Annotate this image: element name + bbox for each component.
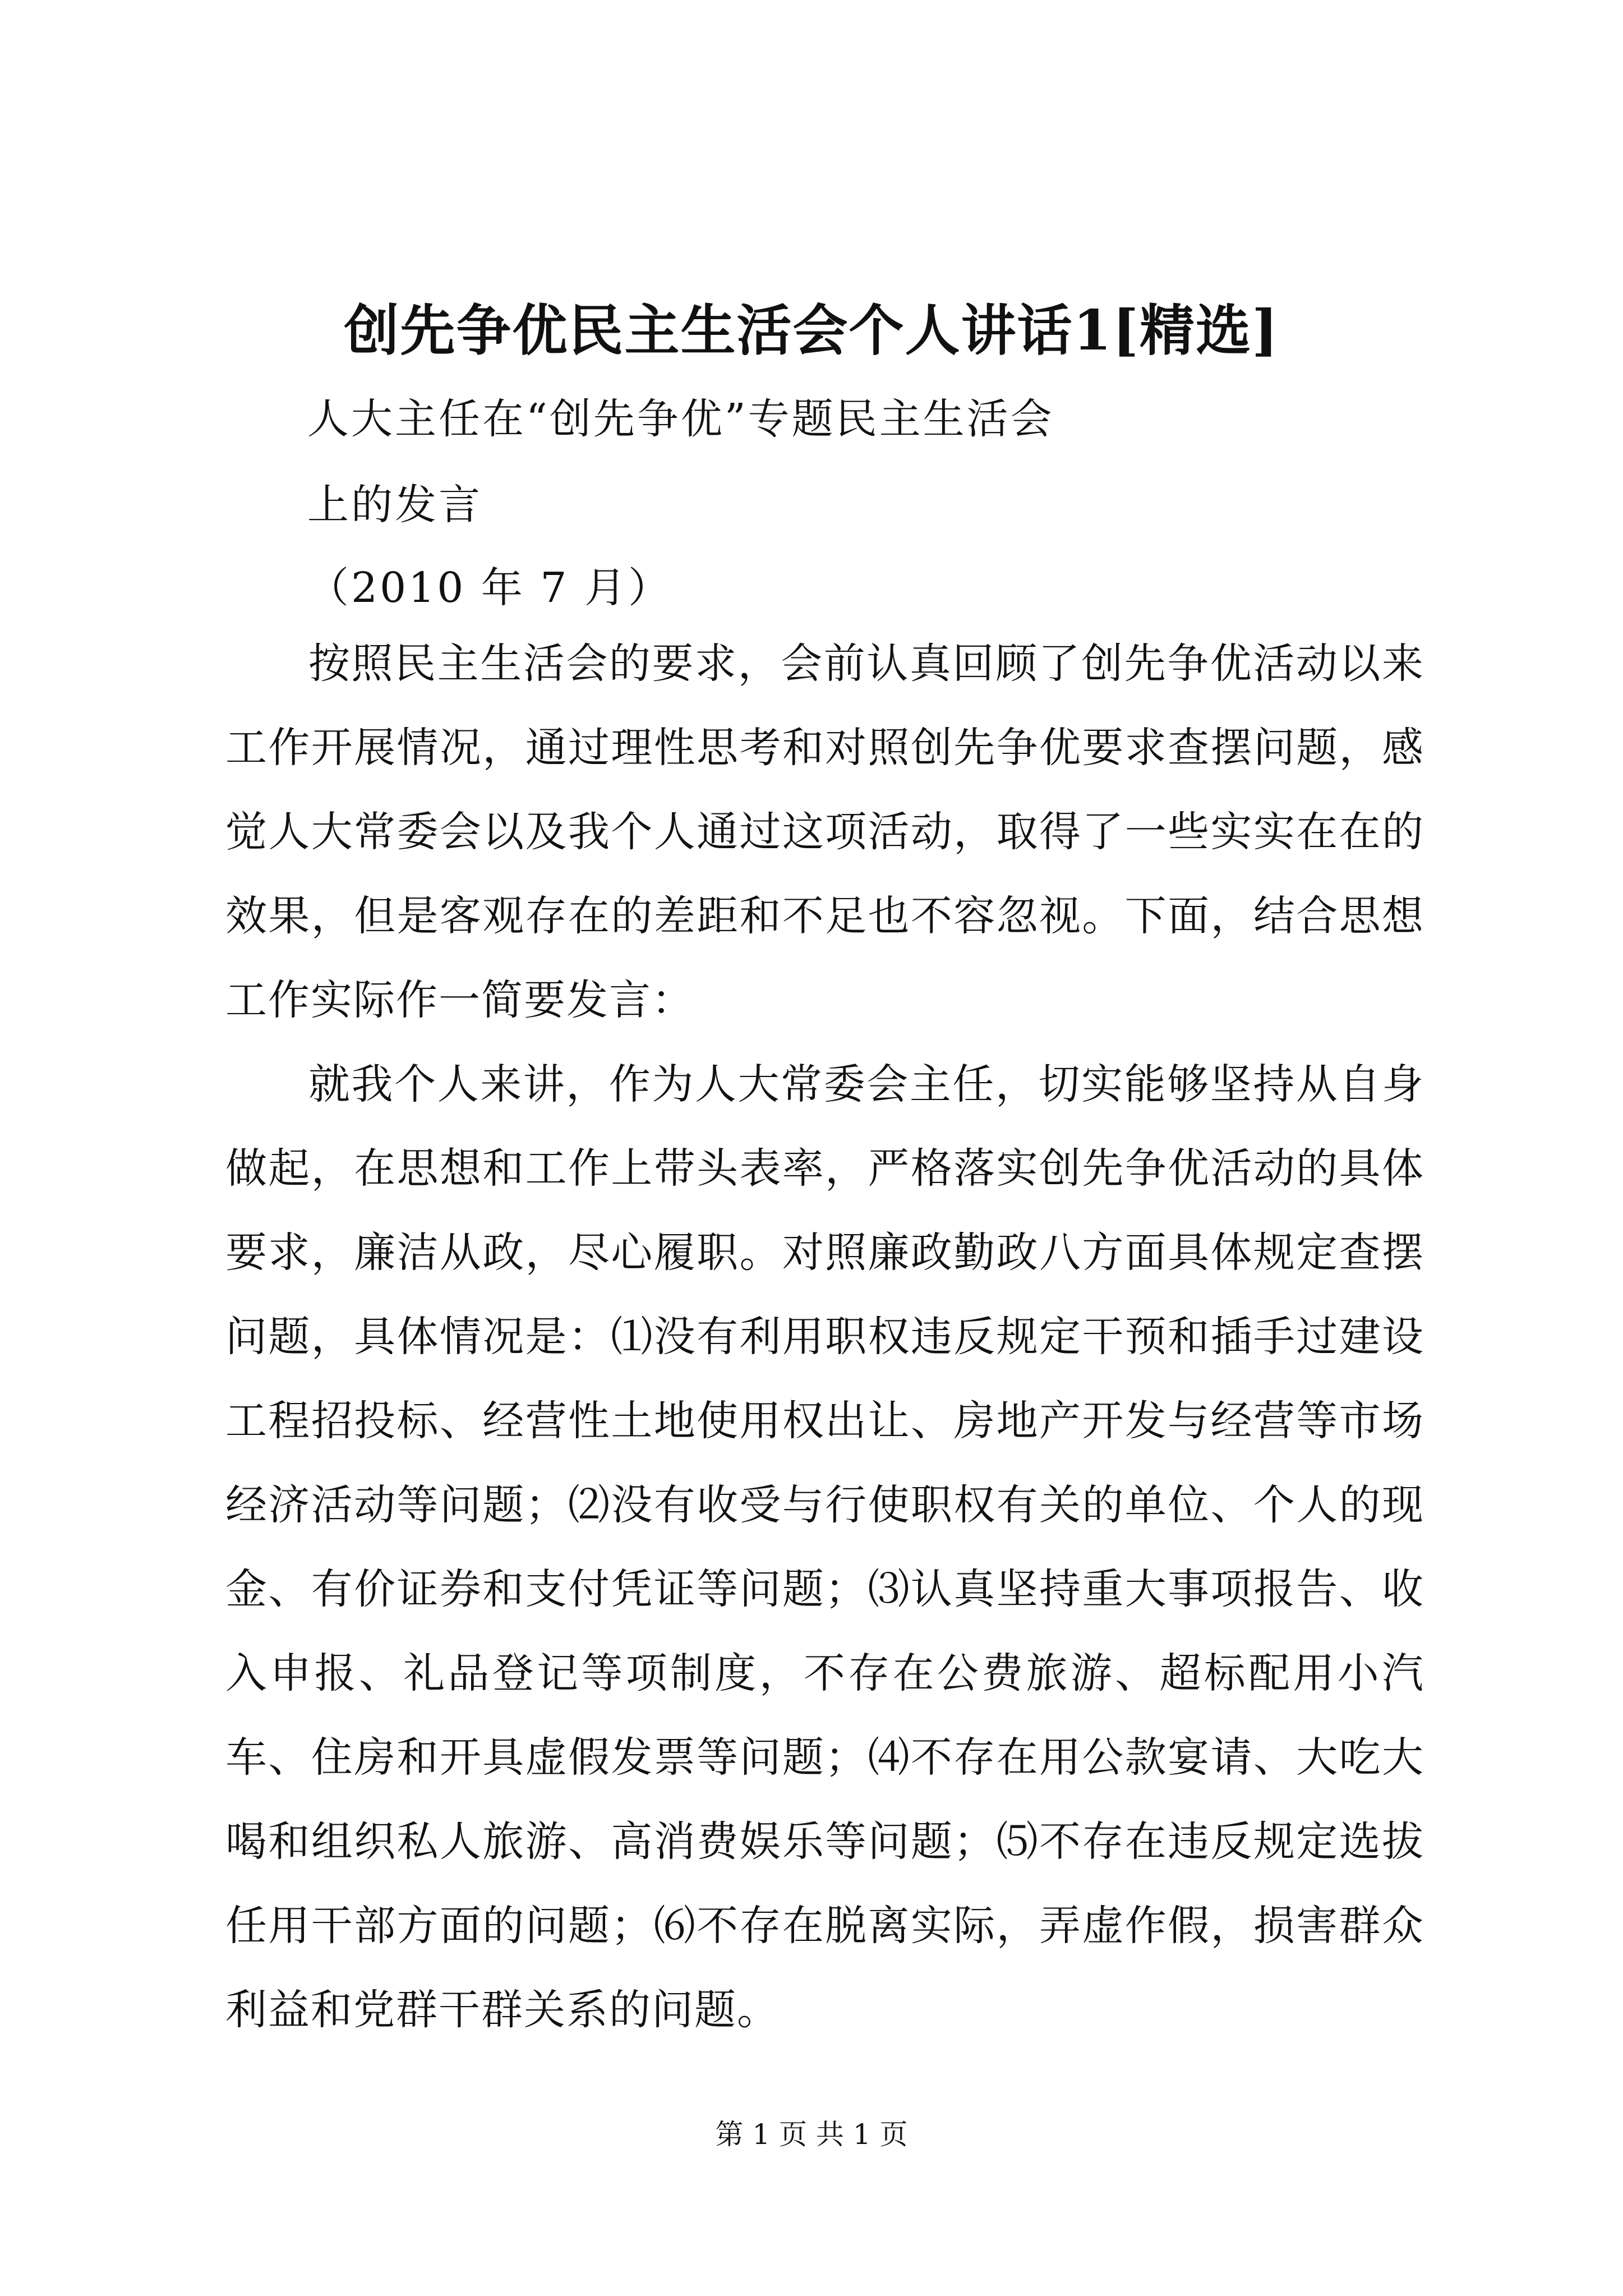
paragraph-1: 按照民主生活会的要求，会前认真回顾了创先争优活动以来工作开展情况，通过理性思考和对照创先争优要求查摆问题，感觉人大常委会以及我个人通过这项活动，取得了一些实实在在的效果，但是客观存在的差距和不足也不容忽视。下面，结合思想工作实际作一简要发言：: [225, 639, 1424, 1024]
body-block-1: [225, 622, 1424, 1042]
body-block-2: [225, 1042, 1424, 2052]
subtitle-line-2: 上的发言: [307, 481, 482, 529]
subtitle-line-1: 人大主任在“创先争优”专题民主生活会: [307, 395, 1054, 443]
document-title: 创先争优民主生活会个人讲话1[精选]: [344, 298, 1279, 363]
page-footer: 第 1 页 共 1 页: [715, 2118, 908, 2151]
date-line: （2010 年 7 月）: [307, 564, 672, 612]
paragraph-2: 就我个人来讲，作为人大常委会主任，切实能够坚持从自身做起，在思想和工作上带头表率，严格落实创先争优活动的具体要求，廉洁从政，尽心履职。对照廉政勤政八方面具体规定查摆问题，具体情况是：⑴没有利用职权违反规定干预和插手过建设工程招投标、经营性土地使用权出让、房地产开发与经营等市场经济活动等问题；⑵没有收受与行使职权有关的单位、个人的现金、有价证券和支付凭证等问题；⑶认真坚持重大事项报告、收入申报、礼品登记等项制度，不存在公费旅游、超标配用小汽车、住房和开具虚假发票等问题；⑷不存在用公款宴请、大吃大喝和组织私人旅游、高消费娱乐等问题；⑸不存在违反规定选拔任用干部方面的问题；⑹不存在脱离实际，弄虚作假，损害群众利益和党群干群关系的问题。: [225, 1060, 1424, 2034]
